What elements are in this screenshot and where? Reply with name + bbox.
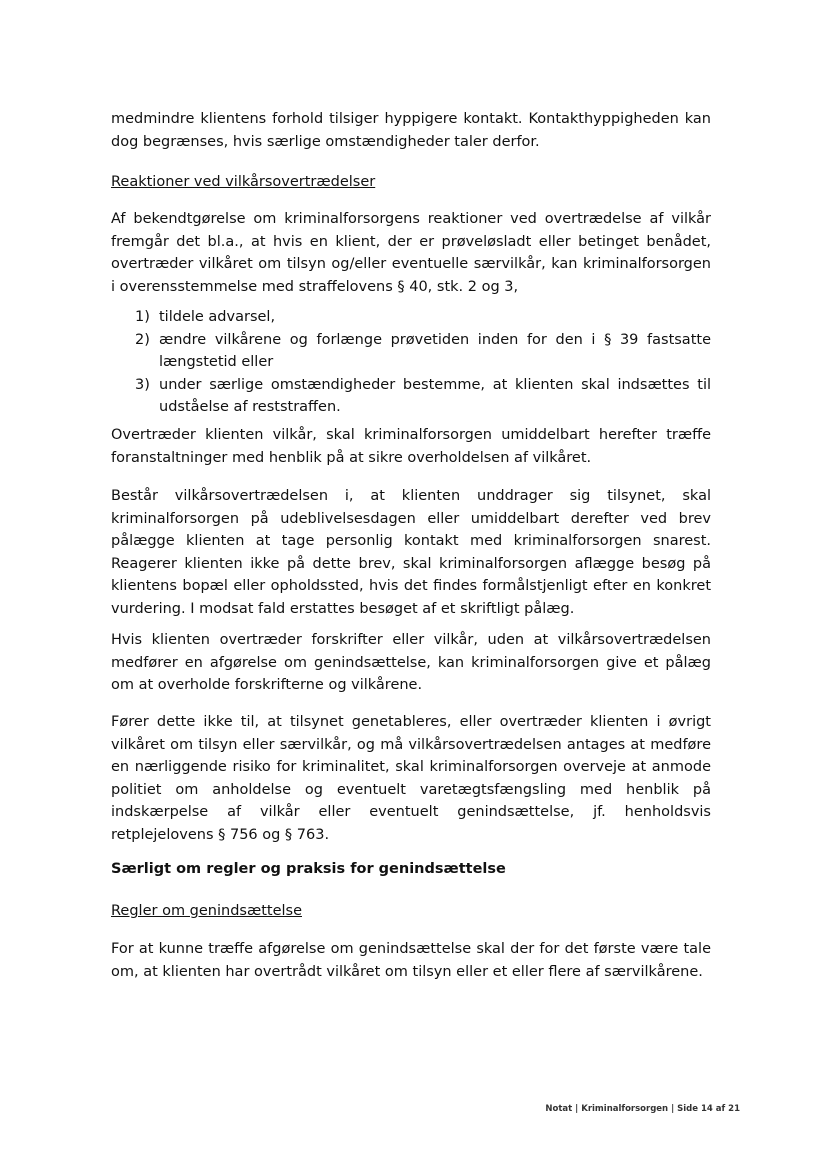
list-item-number: 3) xyxy=(135,376,150,393)
paragraph-for-at-kunne: For at kunne træffe afgørelse om genindsættelse skal der for det første være tale om, at klienten har overtrådt vilkåret om tilsyn eller et eller flere af særvilkårene. xyxy=(111,941,711,980)
heading-regler: Regler om genindsættelse xyxy=(111,903,302,919)
list-item xyxy=(135,329,711,374)
list-item-text: tildele advarsel, xyxy=(159,309,276,325)
heading-saerligt: Særligt om regler og praksis for genindsættelse xyxy=(111,861,506,877)
list-item-number: 1) xyxy=(135,309,150,325)
heading-reaktioner: Reaktioner ved vilkårsovertrædelser xyxy=(111,174,376,190)
list-item xyxy=(135,374,711,419)
paragraph-bekendtgoerelse: Af bekendtgørelse om kriminalforsorgens reaktioner ved overtrædelse af vilkår fremgår det bl.a., at hvis en klient, der er prøveløsladt eller betinget benådet, overtræder vilkåret om tilsyn og/eller eventuelle særvilkår, kan kriminalforsorgen i overensstemmelse med straffelovens § 40, stk. 2 og 3, xyxy=(111,211,711,295)
list-item-text: under særlige omstændigheder bestemme, at klienten skal indsættes til udståelse af reststraffen. xyxy=(159,376,711,415)
list-item-text: ændre vilkårene og forlænge prøvetiden inden for den i § 39 fastsatte længstetid eller xyxy=(159,331,711,370)
list-item-number: 2) xyxy=(135,331,150,348)
reaction-list xyxy=(135,306,711,419)
page-footer: Notat | Kriminalforsorgen | Side 14 af 21 xyxy=(545,1104,740,1114)
paragraph-bestaar: Består vilkårsovertrædelsen i, at klienten unddrager sig tilsynet, skal kriminalforsorgen på udeblivelsesdagen eller umiddelbart derefter ved brev pålægge klienten at tage personlig kontakt med kriminalforsorgen snarest. Reagerer klienten ikke på dette brev, skal kriminalforsorgen aflægge besøg på klientens bopæl eller opholdssted, hvis det findes formålstjenligt efter en konkret vurdering. I modsat fald erstattes besøget af et skriftligt pålæg. xyxy=(111,488,711,617)
intro-paragraph: medmindre klientens forhold tilsiger hyppigere kontakt. Kontakthyppigheden kan dog begrænses, hvis særlige omstændigheder taler derfor. xyxy=(111,111,711,150)
paragraph-hvis: Hvis klienten overtræder forskrifter eller vilkår, uden at vilkårsovertrædelsen medfører en afgørelse om genindsættelse, kan kriminalforsorgen give et pålæg om at overholde forskrifterne og vilkårene. xyxy=(111,632,711,693)
paragraph-foerer: Fører dette ikke til, at tilsynet genetableres, eller overtræder klienten i øvrigt vilkåret om tilsyn eller særvilkår, og må vilkårsovertrædelsen antages at medføre en nærliggende risiko for kriminalitet, skal kriminalforsorgen overveje at anmode politiet om anholdelse og eventuelt varetægtsfængsling med henblik på indskærpelse af vilkår eller eventuelt genindsættelse, jf. henholdsvis retplejelovens § 756 og § 763. xyxy=(111,714,711,843)
paragraph-overtraeder: Overtræder klienten vilkår, skal kriminalforsorgen umiddelbart herefter træffe foranstaltninger med henblik på at sikre overholdelsen af vilkåret. xyxy=(111,427,711,466)
list-item xyxy=(135,306,711,329)
